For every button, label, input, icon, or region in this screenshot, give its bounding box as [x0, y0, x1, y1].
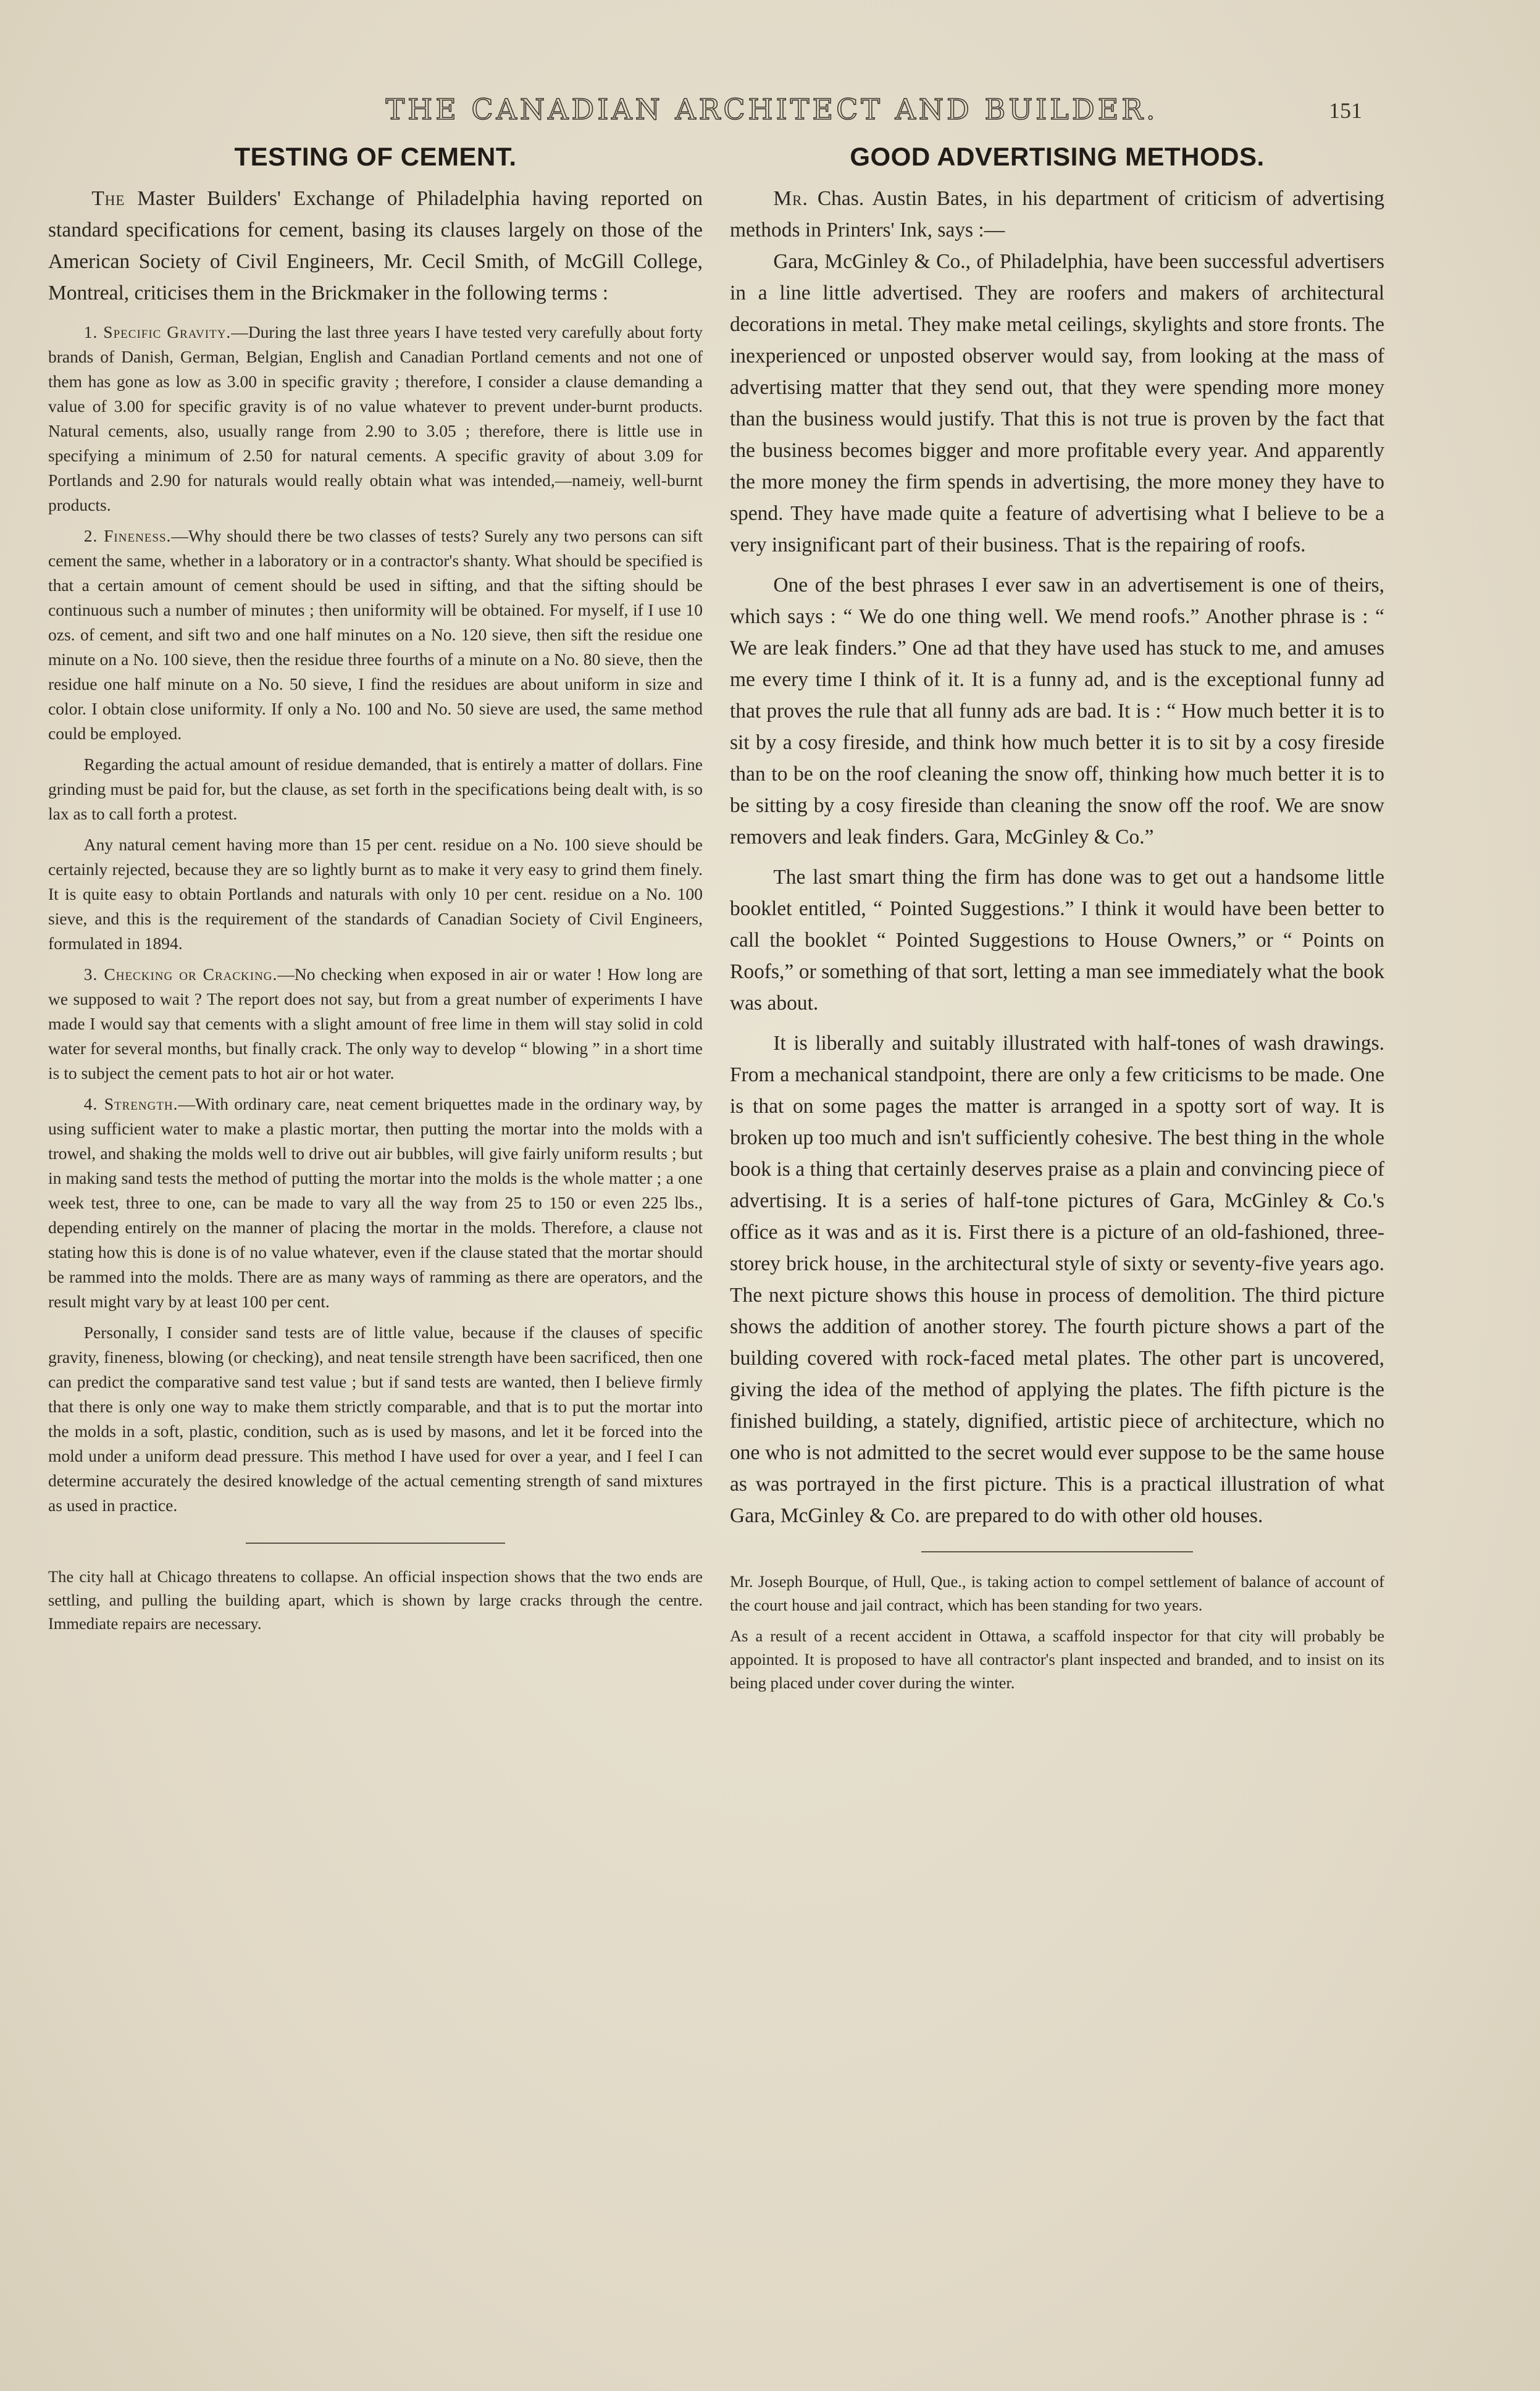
- paragraph-best-phrases: One of the best phrases I ever saw in an advertisement is one of theirs, which says : “ We do one thing well. We mend roofs.” Another phrase is : “ We are leak finders.” One ad that they have used has stuck to me, and amuses me every time I think of it. It is a funny ad, and is the exceptional funny ad that proves the rule that all funny ads are bad. It is : “ How much better it is to sit by a cosy fireside, and think how much better it is to sit by a cosy fireside than to be on the roof cleaning the snow off, thinking how much better it is to be sitting by a cosy fireside than cleaning the snow off the roof. We are snow removers and leak finders. Gara, McGinley & Co.”: [730, 574, 1384, 848]
- page-number: 151: [1329, 98, 1362, 123]
- article-intro: [730, 183, 1384, 246]
- paragraph-label: 1. Specific Gravity.: [83, 322, 232, 341]
- divider-rule: [246, 1543, 505, 1544]
- paragraph-illustrations: It is liberally and suitably illustrated with half-tones of wash drawings. From a mechanical standpoint, there are only a few criticisms to be made. One is that on some pages the matter is arranged in a spotty sort of way. It is broken up too much and isn't sufficiently cohesive. The best thing in the whole book is a thing that certainly deserves praise as a plain and convincing piece of advertising. It is a series of half-tone pictures of Gara, McGinley & Co.'s office as it was and as it is. First there is a picture of an old-fashioned, three-storey brick house, in the architectural style of sixty or seventy-five years ago. The next picture shows this house in process of demolition. The third picture shows the addition of another storey. The fourth picture shows a part of the building covered with rock-faced metal plates. The other part is uncovered, giving the idea of the method of applying the plates. The fifth picture is the finished building, a stately, dignified, artistic piece of architecture, which no one who is not admitted to the secret would ever suppose to be the same house as was portrayed in the first picture. This is a practical illustration of what Gara, McGinley & Co. are prepared to do with other old houses.: [730, 1032, 1384, 1527]
- intro-text: Chas. Austin Bates, in his department of criticism of advertising methods in Printers' Ink, says :—: [730, 187, 1384, 241]
- paragraph-text: —No checking when exposed in air or water ! How long are we supposed to wait ? The report does not say, but from a great number of experiments I have made I would say that cements with a slight amount of free lime in them will stay solid in cold water for several months, but finally crack. The only way to develop “ blowing ” in a short time is to subject the cement pats to hot air or hot water.: [48, 965, 703, 1082]
- paragraph-specific-gravity: [48, 320, 703, 517]
- paragraph-booklet: The last smart thing the firm has done was to get out a handsome little booklet entitled, “ Pointed Suggestions.” I think it would have been better to call the booklet “ Pointed Suggestions to House Owners,” or “ Points on Roofs,” or something of that sort, letting a man see immediately what the book was about.: [730, 866, 1384, 1015]
- paragraph-text: —With ordinary care, neat cement briquettes made in the ordinary way, by using sufficient water to make a plastic mortar, then putting the mortar into the molds with a trowel, and shaking the molds well to drive out air bubbles, will give fairly uniform results ; but in making sand tests the method of putting the mortar into the molds is the whole matter ; a one week test, three to one, can be made to vary all the way from 25 to 150 or even 225 lbs., depending entirely on the manner of placing the mortar in the molds. Therefore, a clause not stating how this is done is of no value whatever, even if the clause stated that the mortar should be rammed into the molds. There are as many ways of ramming as there are operators, and the result might vary by at least 100 per cent.: [48, 1094, 703, 1311]
- running-title: THE CANADIAN ARCHITECT AND BUILDER.: [385, 93, 1158, 126]
- paragraph-text: —Why should there be two classes of tests? Surely any two persons can sift cement the same, whether in a laboratory or in a contractor's shanty. What should be specified is that a certain amount of cement should be used in sifting, and that the sifting should be continuous such a number of minutes ; then uniformity will be obtained. For myself, if I use 10 ozs. of cement, and sift two and one half minutes on a No. 120 sieve, then sift the residue one minute on a No. 100 sieve, then the residue three fourths of a minute on a No. 80 sieve, then the residue one half minute on a No. 50 sieve, I find the residues are about uniform in size and color. I obtain close uniformity. If only a No. 100 and No. 50 sieve are used, the same method could be employed.: [48, 526, 703, 743]
- paragraph-label: 4. Strength.: [83, 1094, 178, 1113]
- divider-rule: [921, 1551, 1193, 1552]
- paragraph-label: 2. Fineness.: [83, 526, 172, 545]
- paragraph-checking: [48, 962, 703, 1086]
- paragraph-text: —During the last three years I have tested very carefully about forty brands of Danish, German, Belgian, English and Canadian Portland cements and not one of them has gone as low as 3.00 in specific gravity ; therefore, I consider a clause demanding a value of 3.00 for specific gravity is of no value whatever to prevent under-burnt products. Natural cements, also, usually range from 2.90 to 3.05 ; therefore, there is little use in specifying a minimum of 2.50 for natural cements. A specific gravity of about 3.09 for Portlands and 2.90 for naturals would really obtain what was intended,—nameiy, well-burnt products.: [48, 322, 703, 514]
- news-note-ottawa: As a result of a recent accident in Ottawa, a scaffold inspector for that city will probably be appointed. It is proposed to have all contractor's plant inspected and branded, and to insist on its being placed under cover during the winter.: [730, 1627, 1384, 1692]
- article-title-testing-of-cement: TESTING OF CEMENT.: [234, 142, 517, 171]
- running-head: [333, 93, 1210, 126]
- paragraph-strength: [48, 1092, 703, 1314]
- news-note-chicago: The city hall at Chicago threatens to collapse. An official inspection shows that the two ends are settling, and pulling the building apart, which is shown by large cracks through the centre. Immediate repairs are necessary.: [48, 1567, 703, 1633]
- article-intro: [48, 183, 703, 309]
- intro-text: Master Builders' Exchange of Philadelphia having reported on standard specifications for cement, basing its clauses largely on those of the American Society of Civil Engineers, Mr. Cecil Smith, of McGill College, Montreal, criticises them in the Brickmaker in the following terms :: [48, 187, 703, 304]
- left-column: [48, 142, 703, 1635]
- paragraph-sand-tests: Personally, I consider sand tests are of little value, because if the clauses of specific gravity, fineness, blowing (or checking), and neat tensile strength have been sacrificed, then one can predict the comparative sand test value ; but if sand tests are wanted, then I believe firmly that there is only one way to make them strictly comparable, and that is to put the mortar into the molds in a soft, plastic, condition, such as is used by masons, and let it be forced into the mold under a uniform dead pressure. This method I have used for over a year, and I feel I can determine accurately the desired knowledge of the actual cementing strength of sand mixtures as used in practice.: [48, 1323, 703, 1515]
- intro-lead-word: Mr.: [773, 187, 808, 210]
- intro-lead-word: The: [91, 187, 125, 210]
- paragraph-label: 3. Checking or Cracking.: [83, 965, 278, 984]
- article-title-good-advertising: GOOD ADVERTISING METHODS.: [850, 142, 1265, 171]
- right-column: [730, 142, 1384, 1694]
- paragraph-residue: Regarding the actual amount of residue demanded, that is entirely a matter of dollars. Fine grinding must be paid for, but the clause, as set forth in the specifications being dealt with, is so lax as to call forth a protest.: [48, 755, 703, 823]
- news-note-bourque: Mr. Joseph Bourque, of Hull, Que., is taking action to compel settlement of balance of account of the court house and jail contract, which has been standing for two years.: [730, 1572, 1384, 1614]
- paragraph-fineness: [48, 524, 703, 746]
- paragraph-gara-mcginley: Gara, McGinley & Co., of Philadelphia, have been successful advertisers in a line little advertised. They are roofers and makers of architectural decorations in metal. They make metal ceilings, skylights and store fronts. The inexperienced or unposted observer would say, from looking at the mass of advertising matter that they send out, that they were spending more money than the business would justify. That this is not true is proven by the fact that the business becomes bigger and more profitable every year. And apparently the more money the firm spends in advertising, the more money they have to spend. They have made quite a feature of advertising what I believe to be a very insignificant part of their business. That is the repairing of roofs.: [730, 250, 1384, 556]
- paragraph-natural-cement: Any natural cement having more than 15 per cent. residue on a No. 100 sieve should be certainly rejected, because they are so lightly burnt as to make it very easy to grind them finely. It is quite easy to obtain Portlands and naturals with only 10 per cent. residue on a No. 100 sieve, and this is the requirement of the standards of Canadian Society of Civil Engineers, formulated in 1894.: [48, 835, 703, 953]
